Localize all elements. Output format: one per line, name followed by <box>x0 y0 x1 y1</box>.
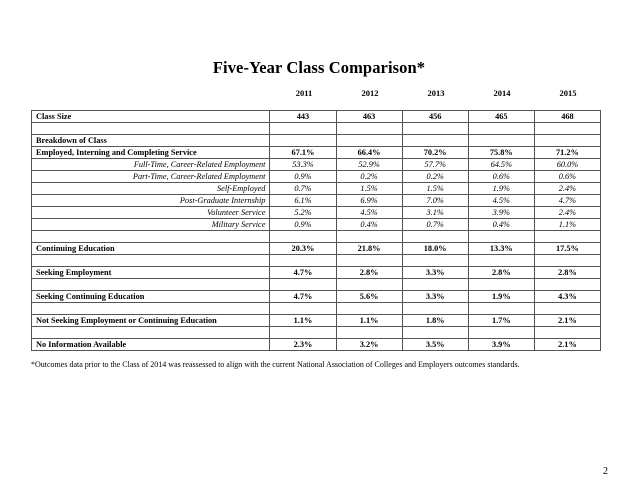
spacer-cell <box>468 279 534 291</box>
table-cell: 1.8% <box>402 315 468 327</box>
table-cell: 4.5% <box>468 195 534 207</box>
spacer-cell <box>468 231 534 243</box>
table-row <box>32 339 601 351</box>
table-cell: 13.3% <box>468 243 534 255</box>
spacer-cell <box>336 279 402 291</box>
table-cell: 2.4% <box>534 207 600 219</box>
table-cell: 3.9% <box>468 207 534 219</box>
spacer-cell <box>270 123 336 135</box>
table-cell: 1.1% <box>336 315 402 327</box>
table-cell: 4.3% <box>534 291 600 303</box>
year-header: 2013 <box>427 88 445 98</box>
spacer-cell <box>534 255 600 267</box>
spacer-row <box>32 303 601 315</box>
year-header: 2011 <box>295 88 313 98</box>
table-cell: 4.7% <box>270 291 336 303</box>
spacer-cell <box>32 231 270 243</box>
table-row-sub <box>32 219 601 231</box>
spacer-cell <box>270 255 336 267</box>
spacer-cell <box>402 303 468 315</box>
spacer-cell <box>32 255 270 267</box>
table-cell: 2.4% <box>534 183 600 195</box>
table-cell: 67.1% <box>270 147 336 159</box>
sub-row-label: Part-Time, Career-Related Employment <box>32 171 270 183</box>
table-cell: 1.1% <box>534 219 600 231</box>
year-header: 2014 <box>493 88 511 98</box>
table-cell: 2.1% <box>534 339 600 351</box>
sub-row-label: Volunteer Service <box>32 207 270 219</box>
sub-row-label: Self-Employed <box>32 183 270 195</box>
spacer-cell <box>402 231 468 243</box>
spacer-cell <box>468 135 534 147</box>
table-cell: 3.9% <box>468 339 534 351</box>
table-cell: 1.5% <box>402 183 468 195</box>
spacer-cell <box>32 123 270 135</box>
spacer-cell <box>270 231 336 243</box>
table-cell: 0.2% <box>336 171 402 183</box>
table-cell: 0.9% <box>270 171 336 183</box>
table-cell: 0.4% <box>468 219 534 231</box>
table-cell: 4.5% <box>336 207 402 219</box>
table-row-sub <box>32 183 601 195</box>
table-cell: 1.1% <box>270 315 336 327</box>
table-cell: 1.9% <box>468 291 534 303</box>
spacer-cell <box>270 327 336 339</box>
spacer-row <box>32 279 601 291</box>
sub-row-label: Post-Graduate Internship <box>32 195 270 207</box>
table-row-sub <box>32 195 601 207</box>
spacer-cell <box>336 327 402 339</box>
table-cell: 66.4% <box>336 147 402 159</box>
table-row <box>32 315 601 327</box>
table-cell: 2.3% <box>270 339 336 351</box>
table-cell: 2.1% <box>534 315 600 327</box>
spacer-cell <box>402 135 468 147</box>
table-cell: 463 <box>336 111 402 123</box>
row-label: Class Size <box>32 111 270 123</box>
table-cell: 1.5% <box>336 183 402 195</box>
table-row <box>32 291 601 303</box>
spacer-cell <box>32 303 270 315</box>
spacer-cell <box>468 303 534 315</box>
table-cell: 0.4% <box>336 219 402 231</box>
table-cell: 71.2% <box>534 147 600 159</box>
footnote: *Outcomes data prior to the Class of 2014 was reassessed to align with the current National Association of Colleges and Employers outcomes standards. <box>31 360 520 369</box>
row-label: Employed, Interning and Completing Service <box>32 147 270 159</box>
sub-row-label: Military Service <box>32 219 270 231</box>
table-cell: 20.3% <box>270 243 336 255</box>
table-cell: 465 <box>468 111 534 123</box>
table-cell: 18.0% <box>402 243 468 255</box>
table-row-sub <box>32 207 601 219</box>
table-cell: 17.5% <box>534 243 600 255</box>
table-cell: 4.7% <box>534 195 600 207</box>
table-cell: 468 <box>534 111 600 123</box>
table-row-employed <box>32 147 601 159</box>
table-cell: 443 <box>270 111 336 123</box>
table-row-sub <box>32 159 601 171</box>
table-cell: 3.3% <box>402 267 468 279</box>
table-cell: 53.3% <box>270 159 336 171</box>
spacer-cell <box>270 135 336 147</box>
spacer-cell <box>534 123 600 135</box>
table-cell: 0.7% <box>402 219 468 231</box>
table-cell: 0.2% <box>402 171 468 183</box>
spacer-cell <box>402 255 468 267</box>
table-row-sub <box>32 171 601 183</box>
row-label: Continuing Education <box>32 243 270 255</box>
table-cell: 7.0% <box>402 195 468 207</box>
table-cell: 1.9% <box>468 183 534 195</box>
spacer-cell <box>32 279 270 291</box>
spacer-cell <box>468 327 534 339</box>
spacer-cell <box>534 231 600 243</box>
year-header: 2012 <box>361 88 379 98</box>
spacer-cell <box>336 255 402 267</box>
table-cell: 60.0% <box>534 159 600 171</box>
row-label: Not Seeking Employment or Continuing Education <box>32 315 270 327</box>
sub-row-label: Full-Time, Career-Related Employment <box>32 159 270 171</box>
row-label: No Information Available <box>32 339 270 351</box>
table-cell: 3.5% <box>402 339 468 351</box>
spacer-row <box>32 123 601 135</box>
page-title: Five-Year Class Comparison* <box>212 58 426 77</box>
spacer-cell <box>534 135 600 147</box>
spacer-cell <box>402 327 468 339</box>
table-cell: 2.8% <box>336 267 402 279</box>
table-cell: 70.2% <box>402 147 468 159</box>
table-cell: 0.6% <box>534 171 600 183</box>
spacer-cell <box>32 327 270 339</box>
spacer-cell <box>336 135 402 147</box>
table-cell: 2.8% <box>468 267 534 279</box>
row-label: Seeking Employment <box>32 267 270 279</box>
table-cell: 3.2% <box>336 339 402 351</box>
table-cell: 64.5% <box>468 159 534 171</box>
table-cell: 4.7% <box>270 267 336 279</box>
spacer-cell <box>336 231 402 243</box>
table-cell: 1.7% <box>468 315 534 327</box>
spacer-cell <box>402 123 468 135</box>
table-cell: 52.9% <box>336 159 402 171</box>
table-cell: 21.8% <box>336 243 402 255</box>
table-cell: 57.7% <box>402 159 468 171</box>
table-cell: 456 <box>402 111 468 123</box>
table-cell: 3.3% <box>402 291 468 303</box>
table-row <box>32 267 601 279</box>
spacer-cell <box>468 255 534 267</box>
table-cell: 0.9% <box>270 219 336 231</box>
table-cell: 0.6% <box>468 171 534 183</box>
table-cell: 6.1% <box>270 195 336 207</box>
table-cell: 75.8% <box>468 147 534 159</box>
table-cell: 2.8% <box>534 267 600 279</box>
spacer-cell <box>402 279 468 291</box>
spacer-cell <box>534 303 600 315</box>
year-header: 2015 <box>559 88 577 98</box>
table-cell: 0.7% <box>270 183 336 195</box>
spacer-cell <box>270 279 336 291</box>
spacer-cell <box>468 123 534 135</box>
table-cell: 3.1% <box>402 207 468 219</box>
spacer-cell <box>534 279 600 291</box>
page-number: 2 <box>603 466 608 477</box>
spacer-cell <box>534 327 600 339</box>
class-comparison-table <box>31 110 601 351</box>
table-row <box>32 243 601 255</box>
spacer-cell <box>336 123 402 135</box>
spacer-row <box>32 255 601 267</box>
spacer-cell <box>270 303 336 315</box>
row-label: Seeking Continuing Education <box>32 291 270 303</box>
table-row-breakdown <box>32 135 601 147</box>
section-label: Breakdown of Class <box>32 135 270 147</box>
table-cell: 5.6% <box>336 291 402 303</box>
spacer-row <box>32 231 601 243</box>
year-header-row <box>0 88 638 102</box>
table-cell: 6.9% <box>336 195 402 207</box>
table-cell: 5.2% <box>270 207 336 219</box>
table-row-class-size <box>32 111 601 123</box>
spacer-row <box>32 327 601 339</box>
spacer-cell <box>336 303 402 315</box>
